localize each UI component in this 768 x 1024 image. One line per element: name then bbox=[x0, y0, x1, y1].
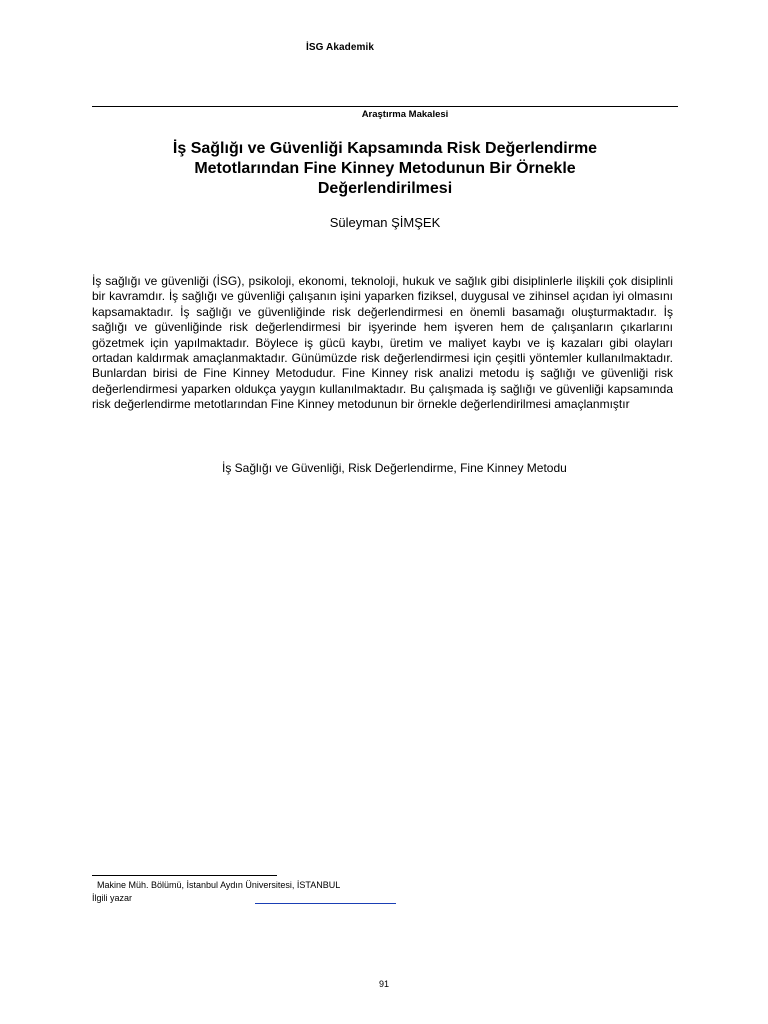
email-link-underline[interactable] bbox=[255, 903, 396, 904]
abstract-text: İş sağlığı ve güvenliği (İSG), psikoloji, ekonomi, teknoloji, hukuk ve sağlık gibi disiplinlerle ilişkili çok disiplinli bir kavramdır. İş sağlığı ve güvenliği çalışanın işini yaparken fiziksel, duygusal ve zihinsel açıdan iyi olmasını kapsamaktadır. İş sağlığı ve güvenliğinde risk değerlendirmesi en önemli basamağı oluşturmaktadır. İş sağlığı ve güvenliğinde risk değerlendirmesi bir işyerinde hem işveren hem de çalışanların çıkarlarını gözetmek için yapılmaktadır. Böylece iş gücü kaybı, üretim ve maliyet kaybı ve iş kazaları gibi olayları ortadan kaldırmak amaçlanmaktadır. Günümüzde risk değerlendirmesi için çeşitli yöntemler kullanılmaktadır. Bunlardan birisi de Fine Kinney Metodudur. Fine Kinney risk analizi metodu iş sağlığı ve güvenliği risk değerlendirmesi yaparken oldukça yaygın kullanılmaktadır. Bu çalışmada iş sağlığı ve güvenliği kapsamında risk değerlendirme metotlarından Fine Kinney metodunun bir örnekle değerlendirilmesi amaçlanmıştır bbox=[92, 274, 673, 412]
header-divider bbox=[92, 106, 678, 107]
author-name: Süleyman ŞİMŞEK bbox=[329, 215, 441, 230]
page-number: 91 bbox=[378, 979, 389, 989]
article-title-line: Değerlendirilmesi bbox=[317, 180, 453, 197]
keywords-line: İş Sağlığı ve Güvenliği, Risk Değerlendirme, Fine Kinney Metodu bbox=[222, 461, 567, 475]
corresponding-author-label: İlgili yazar bbox=[92, 893, 133, 903]
journal-name: İSG Akademik bbox=[306, 42, 375, 53]
footnote-divider bbox=[92, 875, 277, 876]
article-title-line: İş Sağlığı ve Güvenliği Kapsamında Risk Değerlendirme bbox=[172, 140, 598, 157]
article-title-line: Metotlarından Fine Kinney Metodunun Bir Örnekle bbox=[194, 160, 576, 177]
article-title bbox=[92, 139, 678, 199]
author-affiliation: Makine Müh. Bölümü, İstanbul Aydın Üniversitesi, İSTANBUL bbox=[97, 880, 341, 890]
article-type-label: Araştırma Makalesi bbox=[361, 109, 449, 120]
